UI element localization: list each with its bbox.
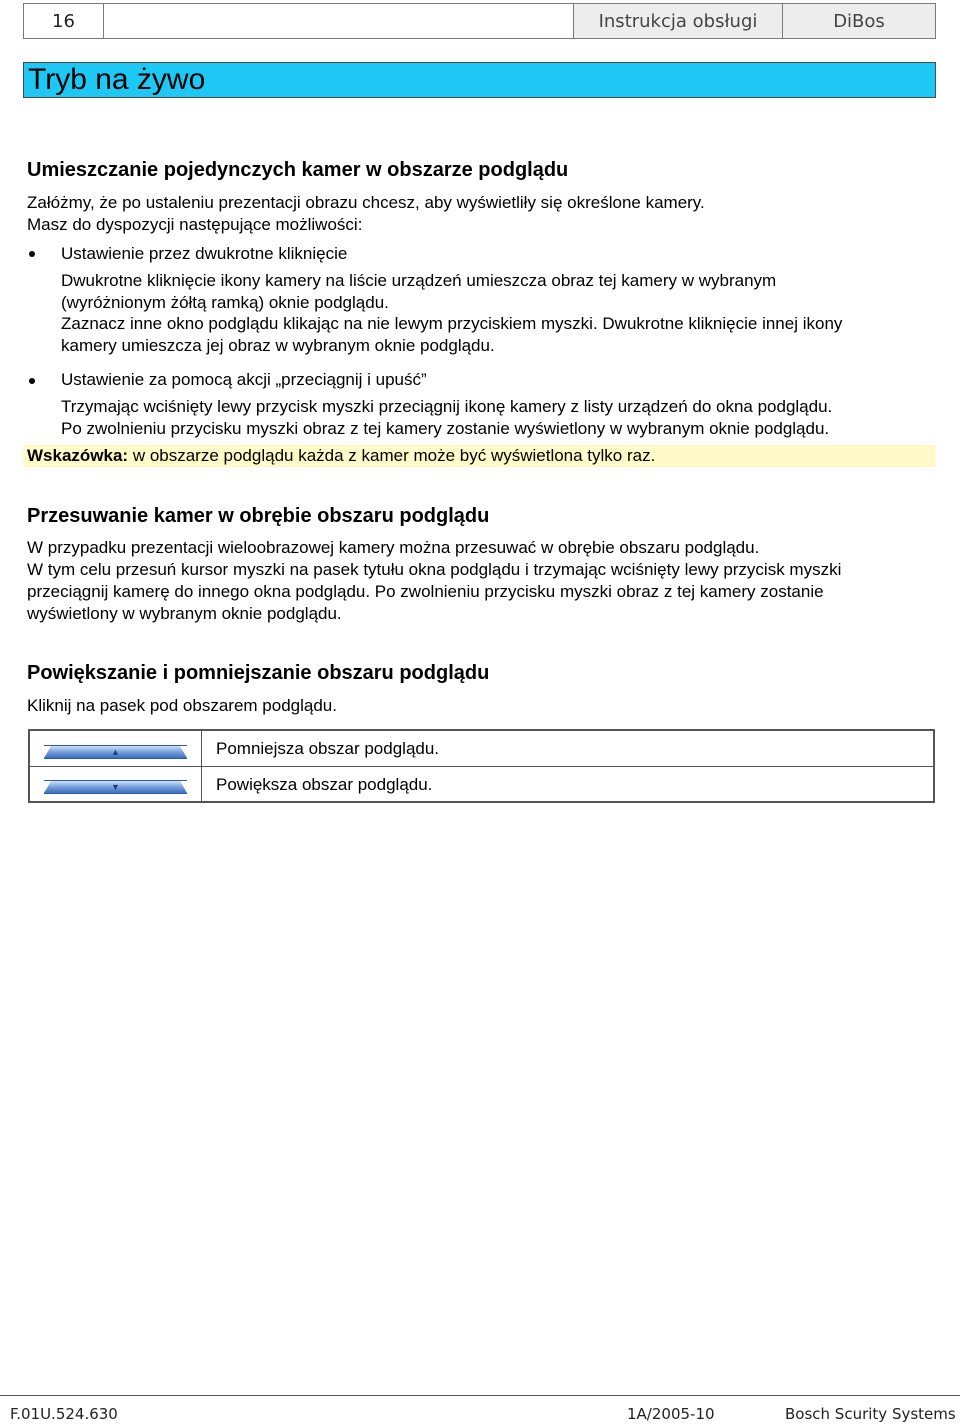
page-number: 16 [24,4,104,38]
paragraph-line: (wyróżnionym żółtą ramką) oknie podglądu. [61,293,389,312]
paragraph-line: Po zwolnieniu przycisku myszki obraz z tej kamery zostanie wyświetlony w wybranym oknie podglądu. [61,419,830,438]
hint-text: w obszarze podglądu każda z kamer może być wyświetlona tylko raz. [128,446,656,465]
table-row [30,731,933,767]
table-cell-icon [30,731,202,766]
manual-label: Instrukcja obsługi [574,4,783,38]
footer-divider [0,1395,960,1396]
arrow-down-icon: ▼ [111,782,120,792]
paragraph-line: Dwukrotne kliknięcie ikony kamery na liście urządzeń umieszcza obraz tej kamery w wybranym [61,271,777,290]
table-cell-icon [30,767,202,802]
table-row [30,767,933,802]
footer-version: 1A/2005-10 [627,1405,715,1423]
arrow-up-icon: ▲ [111,747,120,757]
zoom-controls-table [28,729,935,803]
bullet-title: Ustawienie za pomocą akcji „przeciągnij i upuść” [61,370,427,389]
paragraph-line: Załóżmy, że po ustaleniu prezentacji obrazu chcesz, aby wyświetliły się określone kamery. [27,193,705,212]
shrink-preview-bar[interactable] [44,745,187,759]
hint-label: Wskazówka: [27,446,129,465]
section-heading-zoom: Powiększanie i pomniejszanie obszaru podglądu [27,662,490,684]
paragraph-line: Kliknij na pasek pod obszarem podglądu. [27,696,337,715]
header-blank-cell [104,4,574,38]
bullet-title: Ustawienie przez dwukrotne kliknięcie [61,244,348,263]
footer-doc-number: F.01U.524.630 [10,1405,118,1423]
table-cell-description: Pomniejsza obszar podglądu. [216,738,440,758]
brand-label: DiBos [783,4,935,38]
bullet-icon [29,378,35,384]
footer-company: Bosch Scurity Systems [785,1405,956,1423]
paragraph-line: W przypadku prezentacji wieloobrazowej kamery można przesuwać w obrębie obszaru podglądu. [27,538,760,557]
bullet-icon [29,251,35,257]
enlarge-preview-bar[interactable] [44,780,187,794]
paragraph-line: Masz do dyspozycji następujące możliwości: [27,215,363,234]
paragraph-line: wyświetlony w wybranym oknie podglądu. [27,604,342,623]
section-heading-single-cameras: Umieszczanie pojedynczych kamer w obszarze podglądu [27,159,569,181]
page-header [23,3,936,39]
hint-note [23,445,936,467]
paragraph-line: kamery umieszcza jej obraz w wybranym oknie podglądu. [61,336,495,355]
table-cell-description: Powiększa obszar podglądu. [216,774,433,794]
paragraph-line: przeciągnij kamerę do innego okna podglądu. Po zwolnieniu przycisku myszki obraz z tej kamery zostanie [27,582,824,601]
section-heading-move-cameras: Przesuwanie kamer w obrębie obszaru podglądu [27,505,490,527]
paragraph-line: Zaznacz inne okno podglądu klikając na nie lewym przyciskiem myszki. Dwukrotne kliknięcie innej ikony [61,314,843,333]
paragraph-line: Trzymając wciśnięty lewy przycisk myszki przeciągnij ikonę kamery z listy urządzeń do okna podglądu. [61,397,833,416]
paragraph-line: W tym celu przesuń kursor myszki na pasek tytułu okna podglądu i trzymając wciśnięty lewy przycisk myszki [27,560,842,579]
page-title: Tryb na żywo [23,62,936,98]
